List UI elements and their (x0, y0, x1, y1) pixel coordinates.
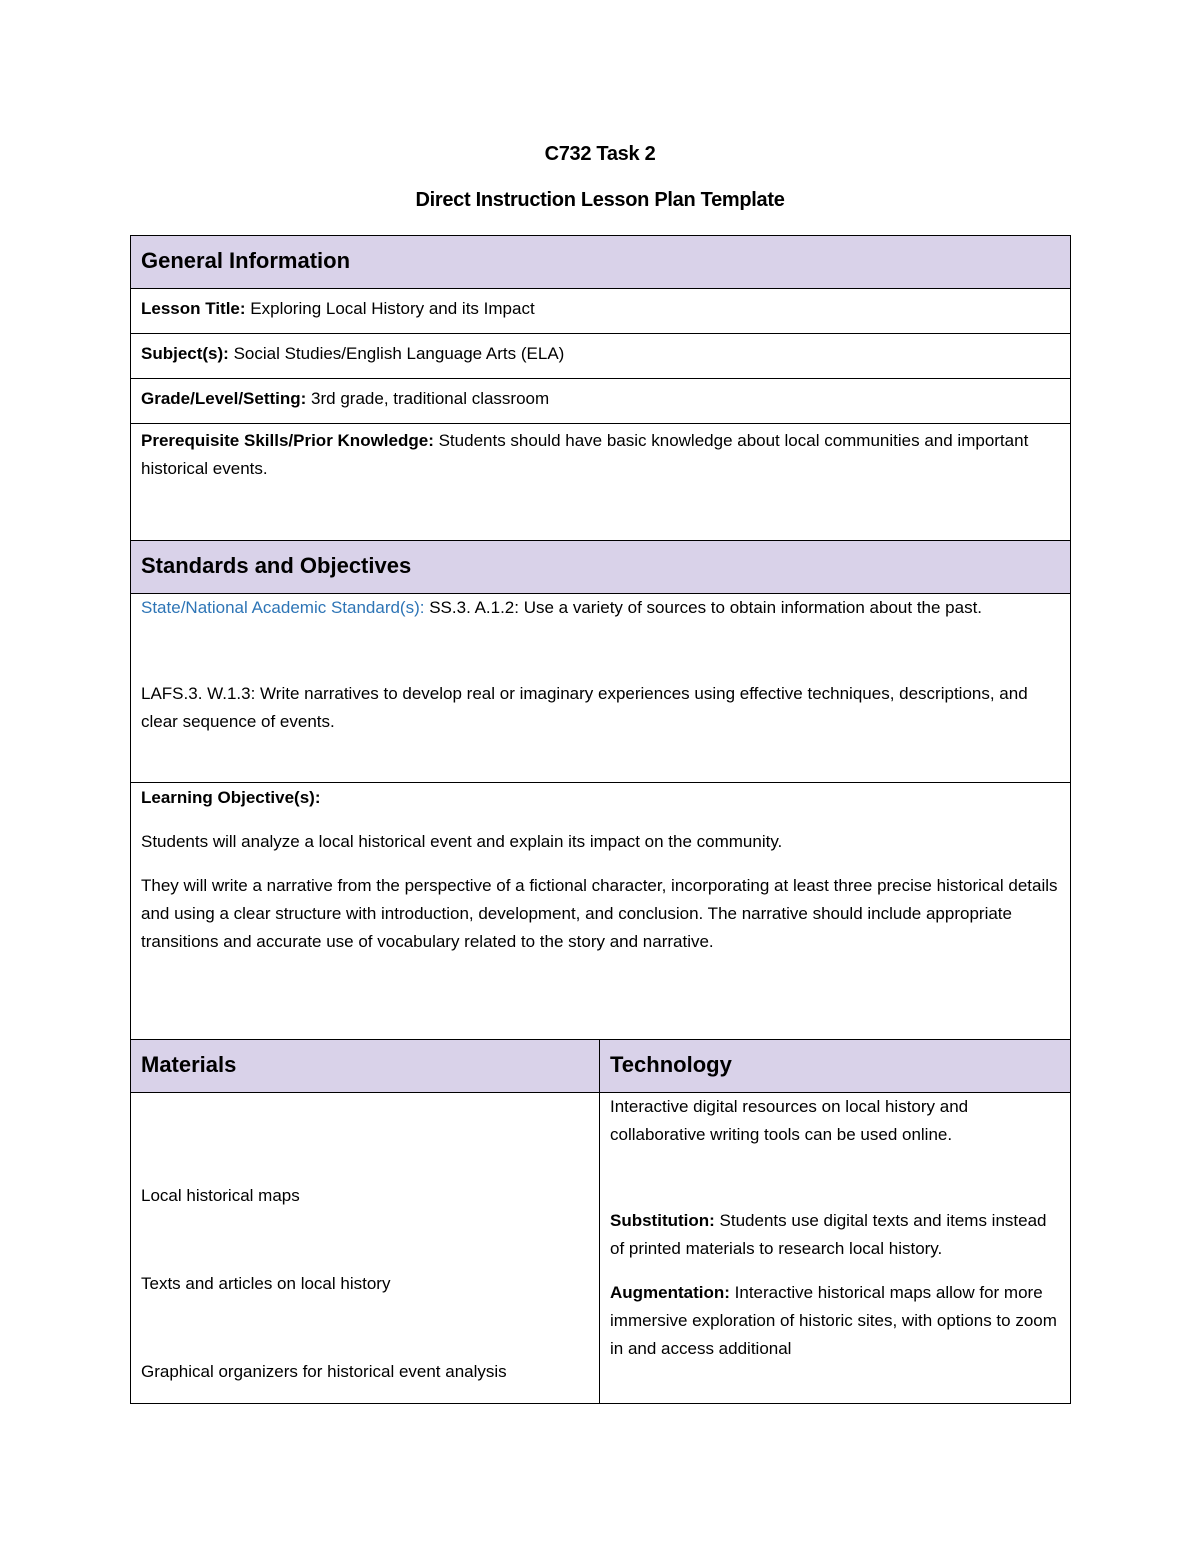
technology-heading: Technology (600, 1040, 1071, 1093)
materials-cell (131, 1093, 600, 1404)
learning-objective-label: Learning Objective(s): (141, 788, 321, 807)
standard-1-code: SS.3. A.1.2: (424, 598, 519, 617)
subject-row (131, 334, 1071, 379)
learning-objective-1: Students will analyze a local historical event and explain its impact on the community. (141, 832, 783, 851)
grade-value: 3rd grade, traditional classroom (306, 389, 550, 408)
augmentation-label: Augmentation: (610, 1283, 730, 1302)
learning-objective-2: They will write a narrative from the perspective of a fictional character, incorporating at least three precise historical details and using a clear structure with introduction, development, and conclusion. The narrative should include appropriate transitions and accurate use of vocabulary related to the story and narrative. (141, 876, 1058, 951)
augmentation-text: Interactive historical maps allow for more immersive exploration of historic sites, with options to zoom in and access additional (610, 1283, 1057, 1358)
technology-cell (600, 1093, 1071, 1404)
lesson-plan-table (130, 235, 1071, 1404)
material-item: Local historical maps (141, 1186, 300, 1205)
standard-1-text: Use a variety of sources to obtain information about the past. (519, 598, 983, 617)
subject-value: Social Studies/English Language Arts (ELA) (228, 344, 565, 363)
technology-augmentation (610, 1279, 1060, 1363)
standard-label: State/National Academic Standard(s): (141, 598, 425, 617)
template-title: Direct Instruction Lesson Plan Template (415, 189, 785, 211)
material-item: Graphical organizers for historical event analysis (141, 1362, 507, 1381)
material-item: Texts and articles on local history (141, 1274, 391, 1293)
standard-1 (141, 594, 1060, 622)
grade-row (131, 379, 1071, 424)
substitution-label: Substitution: (610, 1211, 715, 1230)
lesson-title-value: Exploring Local History and its Impact (245, 299, 535, 318)
prerequisite-value: Students should have basic knowledge about local communities and important historical events. (141, 431, 1029, 478)
prerequisite-label: Prerequisite Skills/Prior Knowledge: (141, 431, 434, 450)
general-information-heading: General Information (131, 236, 1071, 289)
standard-2-text: Write narratives to develop real or imaginary experiences using effective techniques, descriptions, and clear sequence of events. (141, 684, 1028, 731)
document-title: C732 Task 2 (544, 143, 656, 165)
technology-substitution (610, 1207, 1060, 1263)
substitution-text: Students use digital texts and items instead of printed materials to research local history. (610, 1211, 1047, 1258)
prerequisite-row (131, 424, 1071, 541)
learning-objectives-row (131, 783, 1071, 1040)
grade-label: Grade/Level/Setting: (141, 389, 307, 408)
standards-objectives-heading: Standards and Objectives (131, 541, 1071, 594)
subject-label: Subject(s): (141, 344, 229, 363)
materials-heading: Materials (131, 1040, 600, 1093)
standards-row (131, 594, 1071, 783)
standard-2-code: LAFS.3. W.1.3: (141, 684, 256, 703)
lesson-title-label: Lesson Title: (141, 299, 246, 318)
lesson-title-row (131, 289, 1071, 334)
technology-intro: Interactive digital resources on local history and collaborative writing tools can be used online. (610, 1097, 969, 1144)
standard-2 (141, 680, 1060, 736)
